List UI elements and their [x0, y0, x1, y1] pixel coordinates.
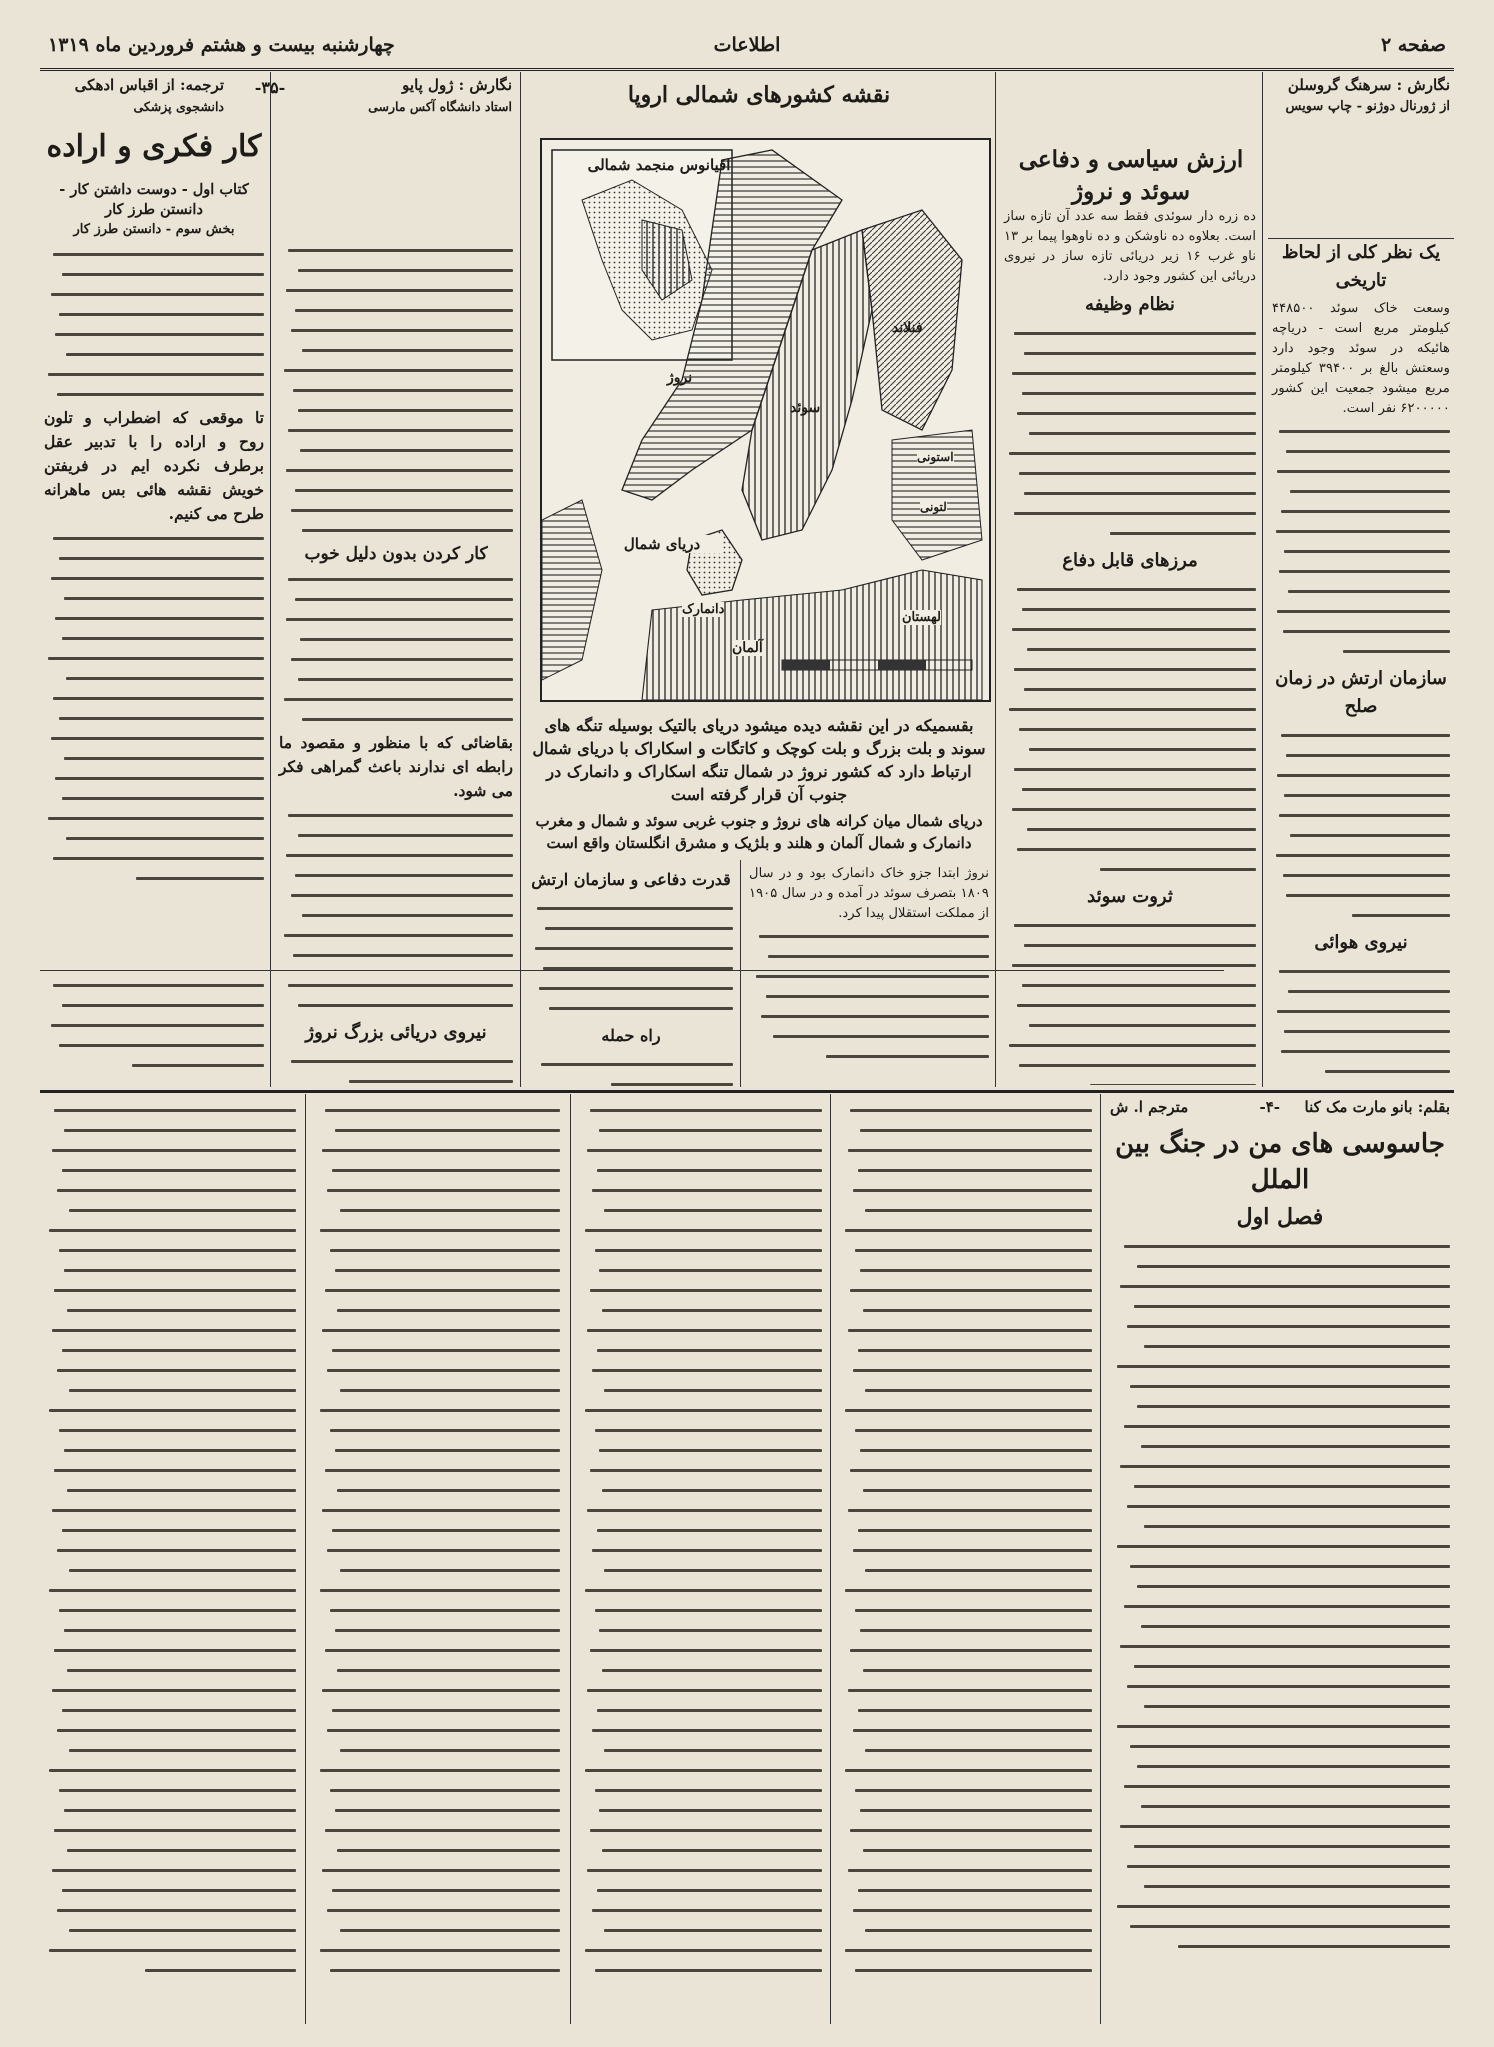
- article-headline: ارزش سیاسی و دفاعی سوئد و نروژ: [1018, 146, 1244, 205]
- column-rule: [305, 1094, 306, 2024]
- left-article-lower: [40, 975, 268, 1085]
- section-heading: ثروت سوئد: [1087, 886, 1173, 907]
- column-rule: [830, 1094, 831, 2024]
- left-article-col-left: [40, 244, 268, 968]
- page-label: صفحه ۲: [1380, 34, 1446, 56]
- country-label-latvia: لتونی: [920, 500, 947, 514]
- column-rule: [1262, 72, 1263, 1087]
- text-lines: [311, 1100, 564, 1980]
- section-heading: نیروی هوائی: [1314, 932, 1408, 953]
- pull-quote: کار کردن بدون دلیل خوب: [304, 544, 488, 564]
- map-caption: بقسمیکه در این نقشه دیده میشود دریای بالتیک بوسیله تنگه های سوند و بلت بزرگ و بلت کوچک و کاتگات و اسکاراک با دریای شمال ارتباط دارد که کشور نروژ در شمال تنگه اسکاراک و دانمارک در جنوب آن قرار گرفته است: [532, 716, 986, 804]
- pull-quote: بقاضائی که با منظور و مقصود ما رابطه ای ندارند باعث گمراهی فکر می شود.: [279, 733, 513, 800]
- country-label-norway: نروژ: [667, 370, 693, 386]
- section-heading: یک نظر کلی از لحاظ تاریخی: [1268, 238, 1454, 295]
- column-rule: [995, 72, 996, 1087]
- column-rule: [1100, 1094, 1101, 2024]
- byline-affiliation: استاد دانشگاه آکس مارسی: [368, 99, 512, 114]
- section-heading: نظام وظیفه: [1085, 294, 1175, 315]
- serial-translator: مترجم ا. ش: [1110, 1098, 1189, 1116]
- germany-poland-shape: [642, 570, 982, 700]
- column-rule: [270, 72, 271, 1087]
- byline-translator-title: دانشجوی پزشکی: [133, 99, 224, 114]
- text-lines: [1268, 421, 1454, 661]
- serial-headline: جاسوسی های من در جنگ بین الملل: [1115, 1129, 1445, 1195]
- text-lines: [1000, 915, 1260, 1085]
- text-lines: [836, 1100, 1096, 1980]
- text-lines: [275, 805, 517, 968]
- text-lines: [40, 975, 268, 1075]
- paper-name: اطلاعات: [713, 34, 781, 56]
- section-heading: [1268, 1085, 1454, 1086]
- norway-navy-box: [275, 975, 517, 1085]
- section-heading: راه حمله: [601, 1026, 661, 1045]
- text-lines: [1000, 323, 1260, 543]
- text-lines: [275, 240, 517, 540]
- text-lines: [40, 528, 268, 888]
- section-heading: قدرت دفاعی و سازمان ارتش: [531, 870, 731, 889]
- article-headline: کار فکری و اراده: [46, 129, 262, 164]
- sweden-norway-column: [1000, 205, 1260, 1085]
- britain-shape: [542, 500, 602, 680]
- serial-column: [1106, 1094, 1454, 2024]
- center-right-lower: [745, 862, 993, 1086]
- serial-number: -۳۵-: [254, 78, 286, 97]
- country-label-estonia: استونی: [917, 450, 954, 464]
- serial-number: -۴-: [1259, 1098, 1280, 1116]
- map-caption-secondary: دریای شمال میان کرانه های نروژ و جنوب غربی سوئد و شمال و مغرب دانمارک و شمال آلمان و هلند و بلژیک و مشرق انگلستان واقع است: [535, 812, 983, 852]
- text-lines: [525, 1054, 737, 1086]
- text-lines: [275, 975, 517, 1015]
- country-label-germany: آلمان: [732, 640, 763, 656]
- serial-column-3: [576, 1100, 826, 2024]
- map-scale-segment: [878, 660, 926, 670]
- text-lines: [40, 244, 268, 404]
- serial-column-4: [311, 1100, 564, 2024]
- byline-author: نگارش : سرهنگ گروسلن: [1287, 76, 1450, 94]
- serial-column-2: [836, 1100, 1096, 2024]
- section-heading: نیروی دریائی بزرگ نروژ: [305, 1022, 487, 1043]
- country-label-poland: لهستان: [902, 610, 941, 625]
- column-rule: [520, 72, 521, 1087]
- inset-label: اقیانوس منجمد شمالی: [587, 156, 731, 174]
- paragraph: وسعت خاک سوئد ۴۴۸۵۰۰ کیلومتر مربع است - دریاچه هائیکه در سوئد وجود دارد وسعتش بالغ بر ۳۹۴۰۰ کیلومتر مربع میشود جمعیت این کشور ۶۲۰۰۰۰۰ نفر است.: [1272, 301, 1450, 416]
- text-lines: [1268, 725, 1454, 925]
- date-line: چهارشنبه بیست و هشتم فروردین ماه ۱۳۱۹: [48, 34, 395, 56]
- text-lines: [525, 898, 737, 1018]
- paragraph: ده زره دار سوئدی فقط سه عدد آن تازه ساز است. بعلاوه ده ناوشکن و ده ناوهوا پیما بر ۱۳ ناو غرب ۱۶ زیر دریائی تازه ساز در نیروی دریائی این کشور وجود دارد.: [1004, 209, 1256, 284]
- map-title: نقشه کشورهای شمالی اروپا: [627, 82, 891, 108]
- article-subtitle-box: [40, 180, 268, 240]
- section-heading: مرزهای قابل دفاع: [1062, 550, 1198, 571]
- text-lines: [745, 926, 993, 1066]
- paragraph: نروژ ابتدا جزو خاک دانمارک بود و در سال ۱۸۰۹ بتصرف سوئد در آمده و در سال ۱۹۰۵ از مملکت استقلال پیدا کرد.: [749, 866, 989, 921]
- book-subtitle: کتاب اول - دوست داشتن کار - دانستن طرز کار: [59, 181, 249, 218]
- serial-author: بقلم: بانو مارت مک کنا: [1304, 1098, 1450, 1116]
- map-figure: [540, 138, 991, 702]
- country-label-sweden: سوئد: [790, 400, 821, 416]
- map-caption-box: [528, 712, 990, 857]
- text-lines: [1106, 1236, 1454, 1956]
- column-rule: [570, 1094, 571, 2024]
- text-lines: [1268, 961, 1454, 1081]
- serial-bylines: [1106, 1094, 1454, 1122]
- part-subtitle: بخش سوم - دانستن طرز کار: [73, 222, 235, 237]
- section-rule: [40, 1090, 1454, 1093]
- sea-label: دریای شمال: [602, 535, 722, 553]
- byline-author-left: نگارش : ژول پایو: [402, 76, 512, 94]
- text-lines: [40, 1100, 300, 1980]
- center-left-lower: [525, 862, 737, 1086]
- left-article-col-right: [275, 240, 517, 968]
- text-lines: [275, 569, 517, 729]
- column-rule: [740, 860, 741, 1087]
- map-scale-segment: [782, 660, 830, 670]
- country-label-denmark: دانمارک: [682, 602, 725, 617]
- masthead: [40, 28, 1454, 71]
- text-lines: [275, 1051, 517, 1085]
- serial-column-5: [40, 1100, 300, 2024]
- country-label-finland: فنلاند: [892, 320, 923, 336]
- serial-chapter: فصل اول: [1236, 1204, 1324, 1230]
- byline-source: از ژورنال دوژنو - چاپ سویس: [1285, 99, 1450, 114]
- byline-translator: ترجمه: از اقباس ادهکی: [74, 76, 224, 94]
- text-lines: [1000, 579, 1260, 879]
- pull-quote: تا موقعی که اضطراب و تلون روح و اراده را با تدبیر عقل برطرف نکرده ایم در فریفتن خویش نقشه هائی بس ماهرانه طرح می کنیم.: [44, 408, 264, 523]
- section-heading: سازمان ارتش در زمان صلح: [1275, 668, 1447, 717]
- text-lines: [576, 1100, 826, 1980]
- sweden-column: [1268, 74, 1454, 1086]
